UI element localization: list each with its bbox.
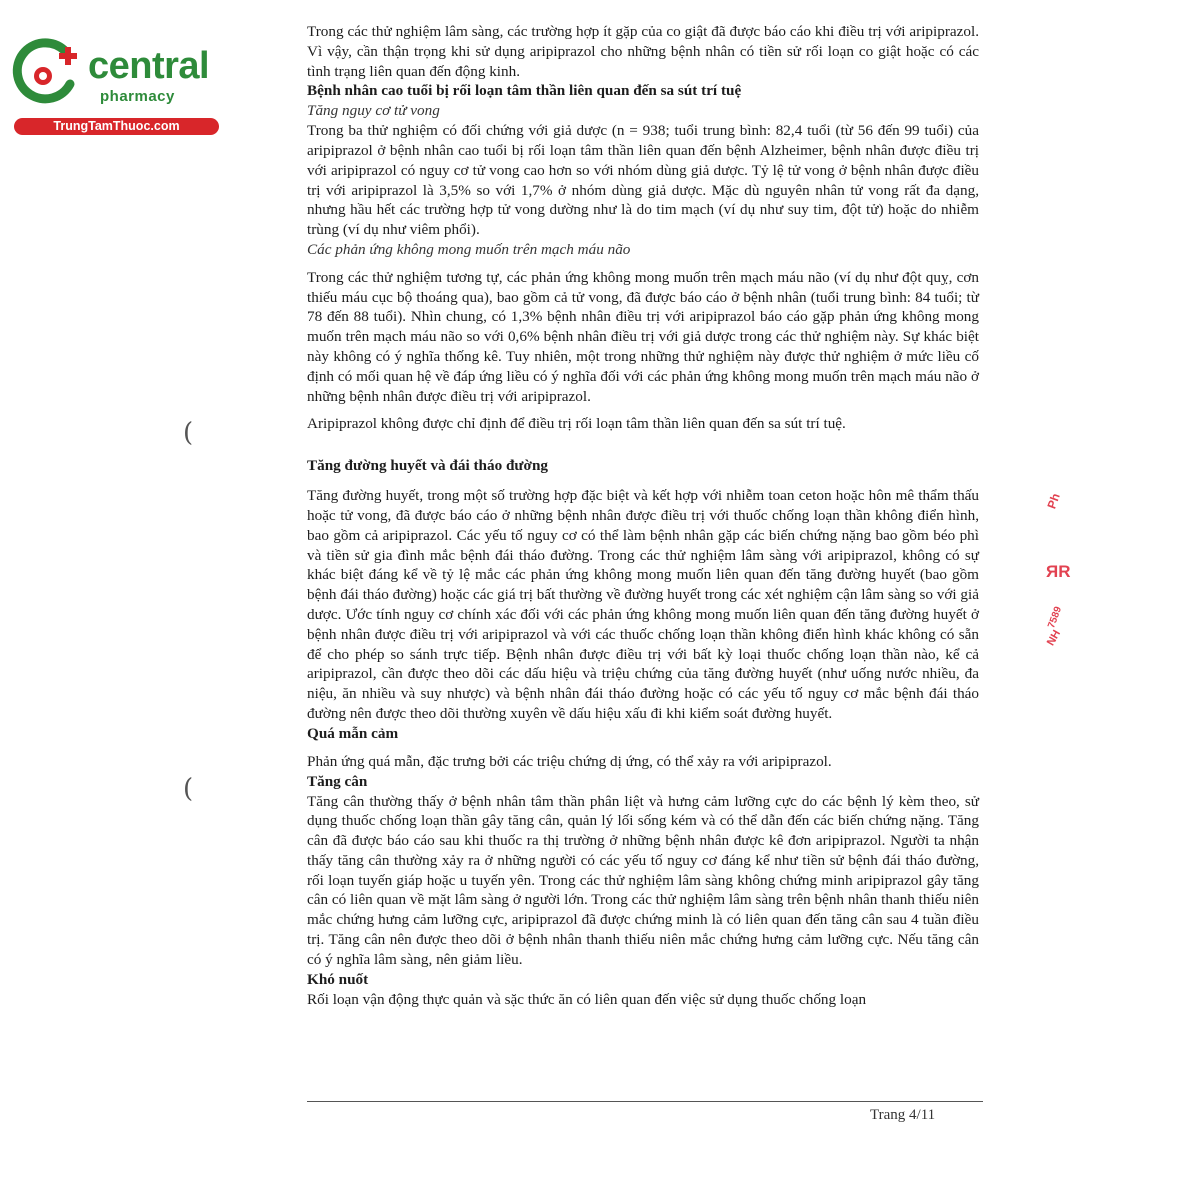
stamp-fragment: 7589: [1046, 605, 1065, 630]
heading-elderly-dementia: Bệnh nhân cao tuổi bị rối loạn tâm thần liên quan đến sa sút trí tuệ: [307, 82, 742, 100]
binder-hole-mark: (: [183, 774, 194, 804]
paragraph-dysphagia: Rối loạn vận động thực quản và sặc thức ăn có liên quan đến việc sử dụng thuốc chống loạn: [307, 990, 867, 1008]
heading-hypersensitivity: Quá mẫn cảm: [307, 724, 399, 742]
binder-hole-mark: (: [183, 418, 194, 448]
paragraph-hyperglycemia: Tăng đường huyết, trong một số trường hợp đặc biệt và kết hợp với nhiễm toan ceton hoặc hôn mê thẩm thấu hoặc tử vong, đã được báo cáo ở những bệnh nhân được điều trị với thuốc chống loạn thần không điển hình, bao gồm cả aripiprazol. Các yếu tố nguy cơ có thể làm bệnh nhân gặp các biến chứng nặng bao gồm béo phì và tiền sử gia đình mắc bệnh đái tháo đường. Trong các thử nghiệm lâm sàng với aripiprazol, không có sự khác biệt đáng kể về tỷ lệ mắc các phản ứng không mong muốn liên quan đến tăng đường huyết (bao gồm bệnh đái tháo đường) hoặc các giá trị bất thường về đường huyết trong các xét nghiệm cận lâm sàng so với giả dược. Ước tính nguy cơ chính xác đối với các phản ứng không mong muốn liên quan đến tăng đường huyết ở bệnh nhân được điều trị với aripiprazol và với các thuốc chống loạn thần không điển hình khác không có sẵn để cho phép so sánh trực tiếp. Bệnh nhân được điều trị với bất kỳ loại thuốc chống loạn thần nào, kể cả aripiprazol, cần được theo dõi các dấu hiệu và triệu chứng của tăng đường huyết (như uống nước nhiều, đa niệu, ăn nhiều và suy nhược) và bệnh nhân đái tháo đường hoặc có các yếu tố nguy cơ mắc bệnh đái tháo đường nên được theo dõi thường xuyên về dấu hiệu xấu đi khi kiểm soát đường huyết.: [307, 487, 979, 722]
document-page: [307, 22, 979, 1009]
paragraph-hypersensitivity: Phản ứng quá mẫn, đặc trưng bởi các triệu chứng dị ứng, có thể xảy ra với aripiprazol.: [307, 752, 832, 770]
heading-dysphagia: Khó nuốt: [307, 970, 369, 988]
logo-website-banner[interactable]: TrungTamThuoc.com: [14, 118, 219, 135]
footer-divider: [307, 1101, 983, 1102]
paragraph-not-indicated: Aripiprazol không được chỉ định để điều trị rối loạn tâm thần liên quan đến sa sút trí tuệ.: [307, 415, 846, 433]
subheading-increased-mortality: Tăng nguy cơ tử vong: [307, 102, 440, 120]
subheading-cerebrovascular: Các phản ứng không mong muốn trên mạch máu não: [307, 240, 631, 258]
pharmacy-logo-icon: [10, 36, 82, 108]
paragraph-weight-gain: Tăng cân thường thấy ở bệnh nhân tâm thần phân liệt và hưng cảm lưỡng cực do các bệnh lý kèm theo, sử dụng thuốc chống loạn thần gây tăng cân, quản lý lối sống kém và có thể dẫn đến các biến chứng nặng. Tăng cân đã được báo cáo sau khi thuốc ra thị trường ở những bệnh nhân được kê đơn aripiprazol. Người ta nhận thấy tăng cân thường xảy ra ở những người có các yếu tố nguy cơ đáng kể như tiền sử bệnh đái tháo đường, rối loạn tuyến giáp hoặc u tuyến yên. Trong các thử nghiệm lâm sàng không chứng minh aripiprazol gây tăng cân có liên quan về mặt lâm sàng ở người lớn. Trong các thử nghiệm lâm sàng trên bệnh nhân thanh thiếu niên mắc chứng hưng cảm lưỡng cực, aripiprazol đã được chứng minh là có liên quan đến tăng cân sau 4 tuần điều trị. Tăng cân nên được theo dõi ở bệnh nhân thanh thiếu niên mắc chứng hưng cảm lưỡng cực. Nếu tăng cân có ý nghĩa lâm sàng, nên giảm liều.: [307, 792, 979, 968]
central-pharmacy-logo[interactable]: [10, 36, 220, 136]
heading-weight-gain: Tăng cân: [307, 772, 368, 790]
logo-subtitle: pharmacy: [100, 88, 175, 105]
logo-wordmark: central: [88, 45, 210, 87]
page-number: Trang 4/11: [870, 1107, 936, 1123]
paragraph-mortality: Trong ba thử nghiệm có đối chứng với giả dược (n = 938; tuổi trung bình: 82,4 tuổi (từ 56 đến 99 tuổi) của aripiprazol ở bệnh nhân cao tuổi bị rối loạn tâm thần liên quan đến bệnh Alzheimer, bệnh nhân được điều trị với aripiprazol có nguy cơ tử vong cao hơn so với nhóm dùng giả dược. Tỷ lệ tử vong ở bệnh nhân được điều trị với aripiprazol là 3,5% so với 1,7% ở nhóm dùng giả dược. Mặc dù nguyên nhân tử vong rất đa dạng, nhưng hầu hết các trường hợp tử vong dường như là do tim mạch (ví dụ như suy tim, đột tử) hoặc do nhiễm trùng (ví dụ như viêm phổi).: [307, 122, 979, 239]
stamp-fragment: Ph: [1044, 491, 1063, 511]
stamp-fragment: ЯR: [1046, 562, 1071, 581]
paragraph-seizures: Trong các thử nghiệm lâm sàng, các trường hợp ít gặp của co giật đã được báo cáo khi điều trị với aripiprazol. Vì vậy, cần thận trọng khi sử dụng aripiprazol cho những bệnh nhân có tiền sử rối loạn co giật hoặc có các tình trạng liên quan đến động kinh.: [307, 23, 979, 80]
heading-hyperglycemia: Tăng đường huyết và đái tháo đường: [307, 457, 548, 475]
stamp-fragment: NH: [1044, 628, 1064, 648]
paragraph-cerebrovascular: Trong các thử nghiệm tương tự, các phản ứng không mong muốn trên mạch máu não (ví dụ như đột quỵ, cơn thiếu máu cục bộ thoáng qua), bao gồm cả tử vong, đã được báo cáo ở bệnh nhân (tuổi trung bình: 84 tuổi; từ 78 đến 88 tuổi). Nhìn chung, có 1,3% bệnh nhân điều trị với aripiprazol báo cáo gặp phản ứng không mong muốn trên mạch máu não so với 0,6% bệnh nhân điều trị với giả dược trong các thử nghiệm này. Sự khác biệt này không có ý nghĩa thống kê. Tuy nhiên, một trong những thử nghiệm này được thử nghiệm ở mức liều cố định có mối quan hệ về đáp ứng liều có ý nghĩa đối với các phản ứng không mong muốn trên mạch máu não ở những bệnh nhân được điều trị với aripiprazol.: [307, 268, 979, 405]
